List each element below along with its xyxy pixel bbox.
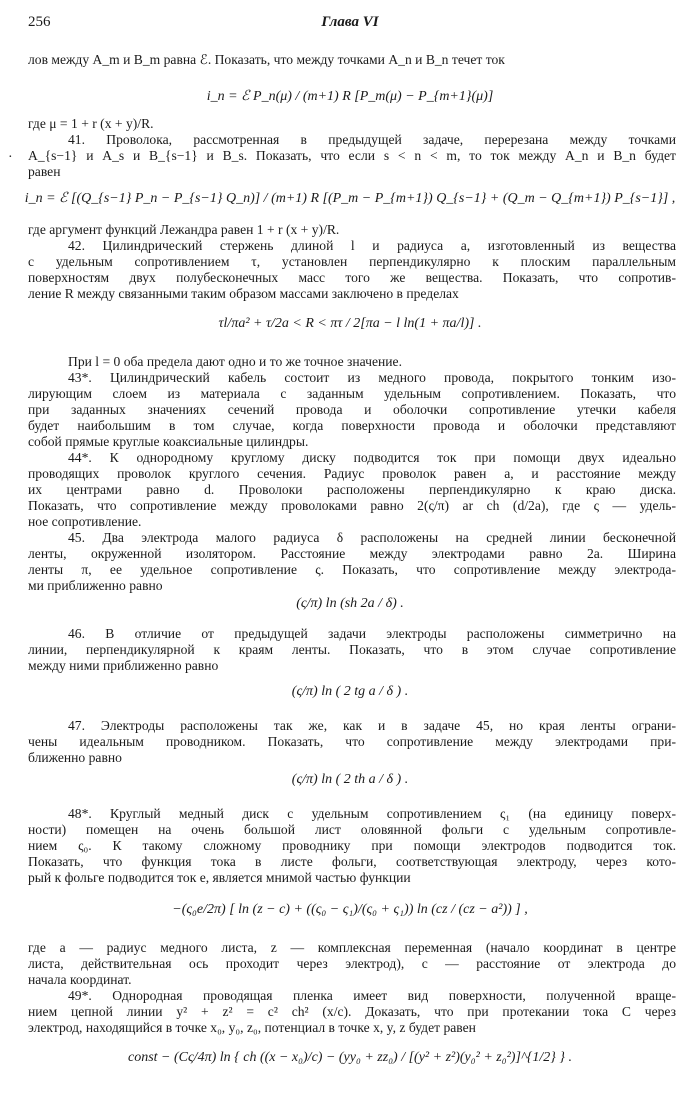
- text-line: Показать, что функция тока в листе фольги, соответствующая электроду, через кото-: [28, 854, 676, 869]
- text-line: равен: [28, 164, 61, 179]
- equation: i_n = ℰ P_n(μ) / (m+1) R [P_m(μ) − P_{m+1}(μ)]: [206, 89, 494, 104]
- text-line: лов между A_m и B_m равна ℰ. Показать, что между точками A_n и B_n течет ток: [28, 52, 505, 67]
- page-number: 256: [28, 14, 51, 30]
- equation: −(ς₀e/2π) [ ln (z − c) + ((ς₀ − ς₁)/(ς₀ + ς₁)) ln (cz / (cz − a²)) ] ,: [172, 902, 528, 917]
- text-line: нием ς₀. К такому сложному проводнику при помощи электродов подводится ток.: [28, 838, 676, 853]
- problem-46: [28, 626, 676, 674]
- text-line: электрод, находящийся в точке x₀, y₀, z₀, потенциал в точке x, y, z будет равен: [28, 1020, 476, 1035]
- text-line: начала координат.: [28, 972, 132, 987]
- equation: τl/πa² + τ/2a < R < πτ / 2[πa − l ln(1 + πa/l)] .: [218, 316, 482, 331]
- text-line: линии, перпендикулярной к краям ленты. Показать, что в этом случае сопротивление: [28, 642, 676, 657]
- problem-48: [28, 806, 676, 886]
- text-line: ленты, окруженной изолятором. Расстояние между электродами равно 2a. Ширина: [28, 546, 676, 561]
- text-line: между ними приближенно равно: [28, 658, 219, 673]
- text-line: 42. Цилиндрический стержень длиной l и радиуса a, изготовленный из вещества: [68, 238, 676, 253]
- text-line: 49*. Однородная проводящая пленка имеет вид поверхности, полученной враще-: [68, 988, 676, 1003]
- text-line: чены идеальным проводником. Показать, что сопротивление между электродами при-: [28, 734, 676, 749]
- text-line: рый к фольге подводится ток e, является мнимой частью функции: [28, 870, 411, 885]
- text-line: где аргумент функций Лежандра равен 1 + r (x + y)/R.: [28, 222, 340, 237]
- text-line: где a — радиус медного листа, z — комплексная переменная (начало координат в центре: [28, 940, 676, 955]
- text-line: Показать, что сопротивление между проволоками равно 2(ς/π) ar ch (d/2a), где ς — удель-: [28, 498, 676, 513]
- text-line: ное сопротивление.: [28, 514, 142, 529]
- text-line: ми приближенно равно: [28, 578, 163, 593]
- problem-42: [28, 222, 676, 302]
- text-line: ности) помещен на очень большой лист оловянной фольги с удельным сопротивле-: [28, 822, 676, 837]
- text-line: 44*. К однородному круглому диску подводится ток при помощи двух идеально: [68, 450, 676, 465]
- text-line: 47. Электроды расположены так же, как и в задаче 45, но края ленты ограни-: [68, 718, 676, 733]
- text-block: [28, 52, 676, 68]
- problem-49: [28, 940, 676, 1036]
- text-line: 48*. Круглый медный диск с удельным сопротивлением ς₁ (на единицу поверх-: [68, 806, 676, 821]
- page-header: [28, 14, 672, 36]
- text-line: с удельным сопротивлением τ, установлен перпендикулярно к плоским параллельным: [28, 254, 676, 269]
- equation: i_n = ℰ [(Q_{s−1} P_n − P_{s−1} Q_n)] / (m+1) R [(P_m − P_{m+1}) Q_{s−1} + (Q_m − Q_{m+1}) P_{s−1}] ,: [24, 191, 676, 206]
- text-line: 43*. Цилиндрический кабель состоит из медного провода, покрытого тонким изо-: [68, 370, 676, 385]
- text-line: их центрами равно d. Проволоки расположены перпендикулярно к краю диска.: [28, 482, 676, 497]
- text-line: где μ = 1 + r (x + y)/R.: [28, 116, 154, 131]
- text-line: При l = 0 оба предела дают одно и то же точное значение.: [68, 354, 402, 369]
- equation: (ς/π) ln ( 2 th a / δ ) .: [291, 772, 409, 787]
- text-line: листа, действительная ось проходит через электрод), c — расстояние от электрода до: [28, 956, 676, 971]
- text-line: ление R между связанными таким образом массами заключено в пределах: [28, 286, 459, 301]
- equation: (ς/π) ln ( 2 tg a / δ ) .: [291, 684, 409, 699]
- text-line: 41. Проволока, рассмотренная в предыдущей задаче, перерезана между точками: [68, 132, 676, 147]
- equation: (ς/π) ln (sh 2a / δ) .: [296, 596, 404, 611]
- margin-mark: ·: [8, 150, 13, 165]
- text-block: [28, 116, 676, 132]
- chapter-title: Глава VI: [321, 14, 379, 30]
- text-line: проводящих проволок круглого сечения. Радиус проволок равен a, и расстояние между: [28, 466, 676, 481]
- problem-47: [28, 718, 676, 766]
- text-line: 46. В отличие от предыдущей задачи электроды расположены симметрично на: [68, 626, 676, 641]
- text-line: будет наибольшим в том случае, когда поверхности провода и оболочки представляют: [28, 418, 676, 433]
- text-line: ленты π, ее удельное сопротивление ς. Показать, что сопротивление между электрода-: [28, 562, 676, 577]
- text-line: лирующим слоем из материала с заданным удельным сопротивлением. Показать, что: [28, 386, 676, 401]
- text-line: 45. Два электрода малого радиуса δ расположены на средней линии бесконечной: [68, 530, 676, 545]
- text-line: A_{s−1} и A_s и B_{s−1} и B_s. Показать, что если s < n < m, то ток между A_n и B_n будет: [28, 148, 676, 163]
- text-line: при заданных значениях сечений провода и оболочки сопротивление утечки кабеля: [28, 402, 676, 417]
- text-line: ближенно равно: [28, 750, 122, 765]
- problems-43-45: [28, 354, 676, 594]
- equation: const − (Cς/4π) ln { ch ((x − x₀)/c) − (yy₀ + zz₀) / [(y² + z²)(y₀² + z₀²)]^{1/2} } .: [128, 1050, 572, 1065]
- problem-41: [28, 132, 676, 180]
- text-line: собой прямые круглые коаксиальные цилиндры.: [28, 434, 309, 449]
- text-line: поверхностям двух полубесконечных масс того же вещества. Показать, что сопротив-: [28, 270, 676, 285]
- text-line: нием цепной линии y² + z² = c² ch² (x/c). Доказать, что при протекании тока C через: [28, 1004, 676, 1019]
